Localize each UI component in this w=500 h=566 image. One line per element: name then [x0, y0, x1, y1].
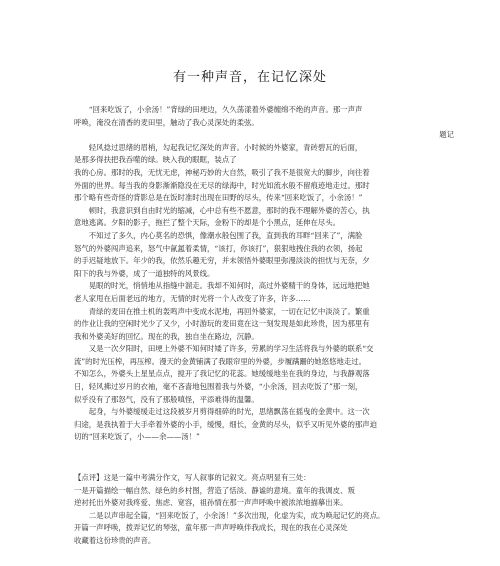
paragraph: 归途，是我执着于大手牵着外婆的小手，缓慢，细长，金黄的尽头，似乎又听见外婆的那声迫	[74, 419, 378, 429]
epigraph-label: 题记	[439, 130, 454, 140]
paragraph: 怒气的外婆闯声追来，怒气中氤氲着柔情，“该打，你该打”，狠狠地拽住我的衣领，扬起	[74, 243, 363, 253]
paragraph: 我和外婆美好的回忆。现在的我，独自坐在路边，沉静。	[74, 331, 259, 341]
paragraph: 的作业让我的空闲时光少了又少，小时游玩的麦田竟在这一刻发现是如此珍贵，因为那里有	[74, 319, 370, 329]
comment-line: 开篇一声呼唤，拨弄记忆的琴弦，童年那一声声呼唤伴我成长，现在的我在心灵深处	[74, 523, 348, 533]
paragraph: 老人家甩在后面老远的地方，无情的时光将一个人改变了许多，许多……	[74, 293, 311, 303]
paragraph: 的手迟疑地放下。年少的我，依然乐趣无穷，并未领悟外婆眼里弥漫淡淡的担忧与无奈，夕	[74, 256, 370, 266]
paragraph: 不知怎么，外婆头上星星点点，搅开了我记忆的花蕊。她缓缓地坐在我的身边，与我静观落	[74, 369, 370, 379]
paragraph: 又是一次夕阳时，田埂上外婆不知何时矮了许多，劳累的学习生活将我与外婆的联系“交	[74, 344, 374, 354]
paragraph: 青绿的麦田在推土机的轰鸣声中变成水泥地，再回外婆家，一切在记忆中淡淡了。繁重	[74, 306, 370, 316]
commentary-section	[74, 472, 454, 548]
paragraph: 起身，与外婆缓缓走过这段被岁月剪得细碎的时光，思绪飘荡在摇曳的金黄中。这一次	[74, 407, 370, 417]
paragraph: 是那多得扶把我吞噬的绿。映入我的眼眶，装点了	[74, 155, 237, 165]
paragraph: 不知过了多久，内心莫名的恐惧，像潮水般包围了我，直到我的耳畔“回来了”，满脸	[74, 230, 363, 240]
paragraph: 那个略有些奇怪的背影总是在饭时准时出现在田野的尽头，传来“回来吃饭了，小余汤！”	[74, 193, 363, 203]
comment-line: 收藏着这份珍贵的声音。	[74, 535, 156, 545]
paragraph: 外面的世界。每当我的身影渐渐隐没在无尽的绿海中，时光如流水般不留痕迹地走过。那时	[74, 180, 370, 190]
paragraph: 意地逃离。夕阳的影子，拖拦了整个天际，金粉下的却是个小黑点，延伸在尽头。	[74, 218, 341, 228]
paragraph: 流”的时光压榨，再压榨。漫天的金黄铺满了我眼帘里的外婆，步履蹒跚的她悠悠地走过。	[74, 356, 367, 366]
paragraph: 顿时，我意识到自由时光的缩减，心中总有些不愿意，那时的我不理解外婆的苦心，执	[74, 205, 370, 215]
essay-body	[74, 104, 454, 444]
comment-line: 逆衬托出外婆对我疼爱、焦虑、宽容，祖孙情在那一声声呼唤中被浓浓地描摹出来。	[74, 498, 348, 508]
paragraph: 轻风捻过思绪的眉梢，勾起我记忆深处的声音。小时候的外婆家，青砖碧瓦的后面，	[74, 142, 363, 152]
comment-line: 【点评】这是一篇中考满分作文，写人叙事的记叙文。亮点明显有三处：	[74, 473, 311, 482]
comment-line: 二是以声串起全篇，“回来吃饭了，小余汤！”多次出现，化虚为实，成为唤起记忆的亮点。	[74, 510, 385, 520]
paragraph: 晃眼的时光，悄悄地从指缝中溜走。我却不知何时，高过外婆精干的身体，远远地把她	[74, 281, 370, 291]
paragraph: 日，轻风拂过岁月的衣袖，毫不吝啬地包围着我与外婆，“小余汤，回去吃饭了”那一刻，	[74, 382, 363, 392]
paragraph: 我的心房。那时的我，无忧无虑，神秘巧妙的大自然，吸引了我不是很宽大的脚步，向往着	[74, 167, 370, 177]
essay-title: 有一种声音，在记忆深处	[172, 70, 327, 85]
paragraph: 阳下的我与外婆，成了一道独特的风景线。	[74, 268, 215, 278]
paragraph: 切的“回来吃饭了，小——余——汤！”	[74, 432, 200, 442]
paragraph: 似乎没有了那怒气，没有了那般嗔怪，平添难得的温馨。	[74, 394, 259, 404]
paragraph: 呼唤，淹没在清香的麦田里，触动了我心灵深处的柔弦。	[74, 117, 259, 127]
paragraph: “回来吃饭了，小余汤！”背绿的田埂边，久久荡漾着外婆缠绵不绝的声音。那一声声	[74, 105, 363, 114]
comment-line: 一是开篇描绘一幅自然、绿色的乡村图，营造了恬淡、静谧的意境。童年的我调皮、叛	[74, 485, 355, 495]
